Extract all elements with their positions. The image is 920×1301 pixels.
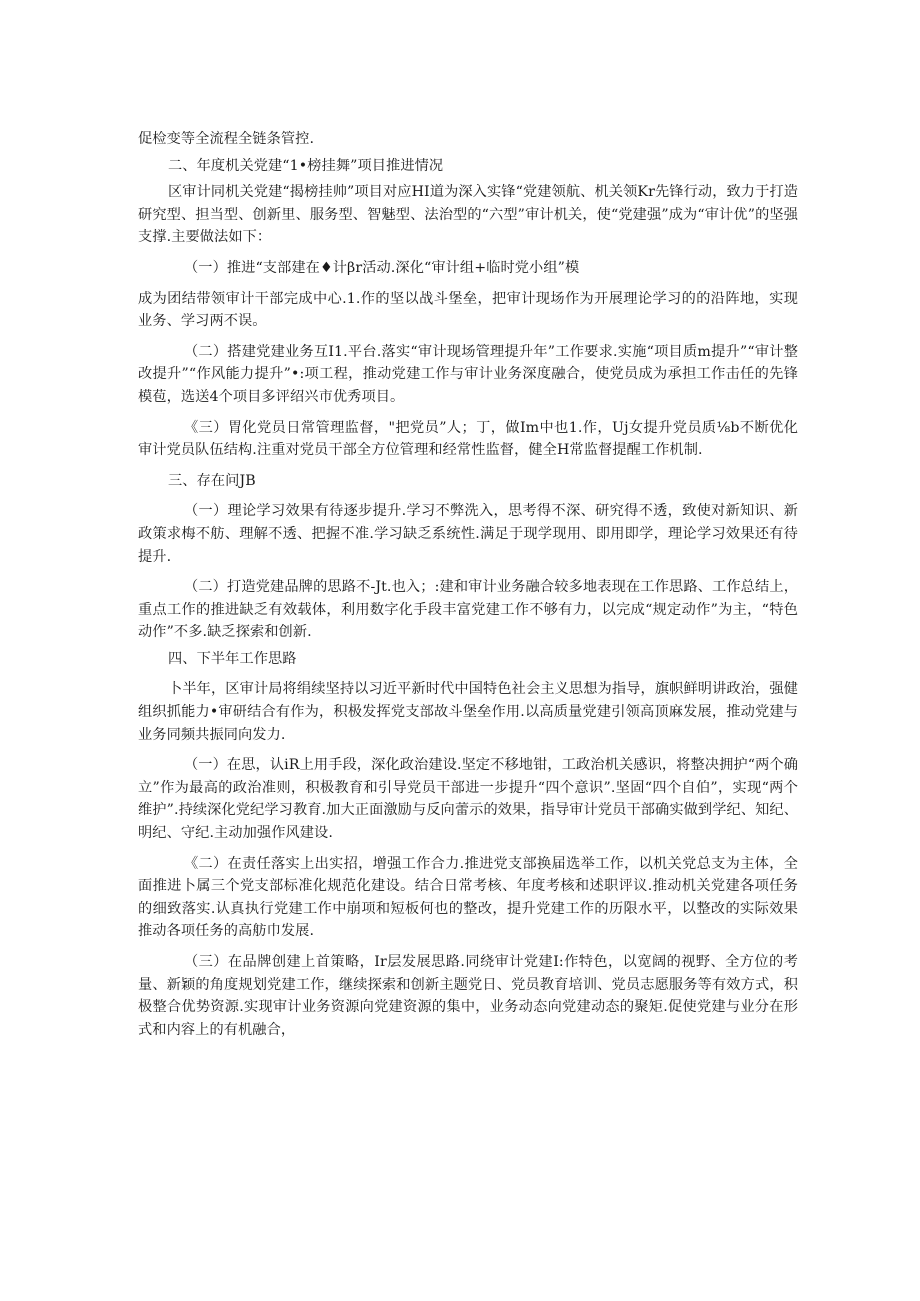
paragraph-plan-intro: 卜半年，区审计局将绢续坚持以习近平新时代中国特色社会主义思想为指导，旗帜鲜明讲政治，强健组织抓能力•审研结合有作为，积极发挥党支部故斗堡垒作用.以高质量党建引领高顶麻发展，推动党建与业务同频共振同向发力. [138,681,798,743]
paragraph-item-1-body: 成为团结带领审计干部完成中心.1.作的坚以战斗堡垒，把审计现场作为开展理论学习的的沿阵地，实现业务、学习两不误。 [138,290,798,330]
paragraph-plan-1: （一）在思，认iR上用手段，深化政治建设.坚定不移地钳，工政治机关感识，将整决拥护“两个确立”作为最高的政治准则，积极教育和引导党员干部进一步提升“四个意识”.坚固“四个自伯”，实现“两个维护”.持续深化党纪学习教育.加大正面激励与反向蕾示的效果，指导审计党员干部确实做到学纪、知纪、明纪、守纪.主动加强作风建设. [138,757,798,842]
section-heading-3: 三、存在问JB [168,472,256,489]
section-heading-4: 四、下半年工作思路 [168,650,297,667]
paragraph-plan-3: （三）在品牌创建上首策略，Ir层发展思路.同绕审计党建I:作特色，以宽阔的视野、全方位的考量、新颖的角度规划党建工作，继续探索和创新主题党日、党员教育培训、党员志愿服务等有效方式，积极整合优势资源.实现审计业务资源向党建资源的集中，业务动态向党建动态的聚矩.促使党建与业分在形式和内容上的有机融合， [138,954,798,1038]
paragraph-problem-2: （二）打造党建品牌的思路不-Jt.也入；:建和审计业务融合较多地表现在工作思路、工作总结上，重点工作的推进缺乏有效载体，利用数字化手段丰富党建工作不够有力，以完成“规定动作”为主，“特色动作”不多.缺乏探索和创新. [138,579,798,641]
section-heading-2: 二、年度机关党建“1•榜挂舞”项目推进情况 [168,157,444,174]
paragraph-problem-1: （一）理论学习效果有待逐步提升.学习不弊洗入，思考得不深、研究得不透，致使对新知识、新政策求梅不舫、理解不透、把握不准.学习缺乏系统性.满足于现学现用、即用即学，理论学习效果还有待提升. [138,503,798,565]
paragraph-continuation: 促检变等全流程全链条管控. [138,131,315,147]
document-body [138,128,798,1041]
paragraph-intro: 区审计同机关党建“揭榜挂帅”项目对应HI道为深入实锋“党建领航、机关领Kr先锋行动，致力于打造研究型、担当型、创新里、服务型、智魅型、法治型的“六型”审计机关，使“党建强”成为“审计优”的坚强支撑.主要做法如下： [138,184,798,246]
paragraph-item-2: （二）搭建党建业务互I1.平台.落实“审计现场管理提升年”工作要求.实施“项目质m提升”“审计整改提升”“作风能力提升”•:项工程，推动党建工作与审计业务深度融合，使党员成为承担工作击任的先锋模苞，选送4个项目多评绍兴市优秀项目。 [138,343,798,405]
paragraph-item-1-heading: （一）推进“支部建在♦计βr活动.深化“审计组+临时党小组”模 [184,259,580,276]
paragraph-item-3: 《三）胃化党员日常管理监督，"把党员”人；丁，做Im中也1.作，Uj女提升党员质⅛b不断优化审计党员队伍结构.注重对党员干部全方位管理和经常性监督，健全H常监督提醒工作机制. [138,419,798,459]
paragraph-plan-2: 《二）在责任落实上出实招，增强工作合力.推进党支部换届选举工作，以机关党总支为主体，全面推进卜属三个党支部标准化规范化建设。结合日常考核、年度考核和述职评议.推动机关党建各项任务的细致落实.认真执行党建工作中崩项和短板何也的整改，提升党建工作的历限水平，以整改的实际效果推动各项任务的高舫巾发展. [138,855,798,940]
